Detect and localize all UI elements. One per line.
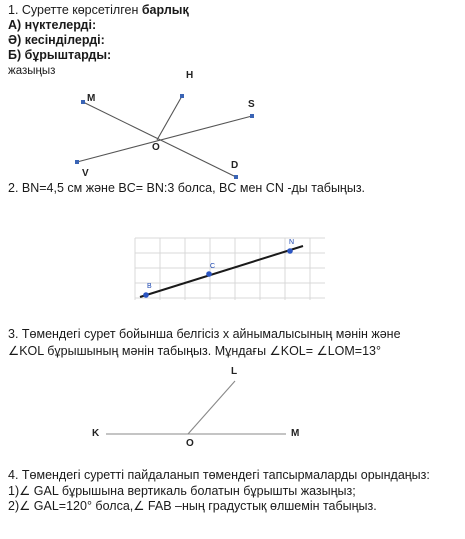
point-label-c: C [210,263,216,270]
point-label-s: S [248,99,255,110]
figure-1-lines [77,96,252,177]
point-b [143,292,149,298]
point-label-l: L [231,366,238,377]
point-n [287,248,293,254]
point-c [206,271,212,277]
point-label-n: N [289,239,295,246]
point-label-k: K [92,428,100,439]
task1-item-ae: Ә) кесінділерді: [8,33,105,47]
task1-item-a: А) нүктелерді: [8,18,97,32]
point-label-h: H [186,70,194,81]
task1-write: жазыңыз [8,65,56,77]
point-label-d: D [231,160,239,171]
task4-line3: 2)∠ GAL=120° болса,∠ FAB –ның градустық өлшемін табыңыз. [8,499,377,513]
point-label-o3: O [186,438,194,449]
figure-1-points [75,94,254,179]
ray-ol [188,381,235,434]
task4-line2: 1)∠ GAL бұрышына вертикаль болатын бұрышты жазыңыз; [8,484,356,498]
segment-bn [140,246,303,297]
task1-item-b: Б) бұрыштарды: [8,48,112,62]
point-label-m3: M [291,428,300,439]
point-label-m: M [87,93,96,104]
task3-line1: 3. Төмендегі сурет бойынша белгісіз х айнымалысының мәнін және [8,327,401,341]
task1-title: 1. Суретте көрсетілген барлық [8,3,189,17]
task3-line2: ∠KOL бұрышының мәнін табыңыз. Мұндағы ∠KOL= ∠LOM=13° [8,344,382,358]
point-label-b: B [147,283,152,290]
point-label-v: V [82,168,89,179]
point-label-o: O [152,142,160,153]
task4-line1: 4. Төмендегі суретті пайдаланып төмендегі тапсырмаларды орындаңыз: [8,468,430,482]
task2-text: 2. BN=4,5 см және BC= BN:3 болса, BC мен CN -ды табыңыз. [8,181,366,195]
